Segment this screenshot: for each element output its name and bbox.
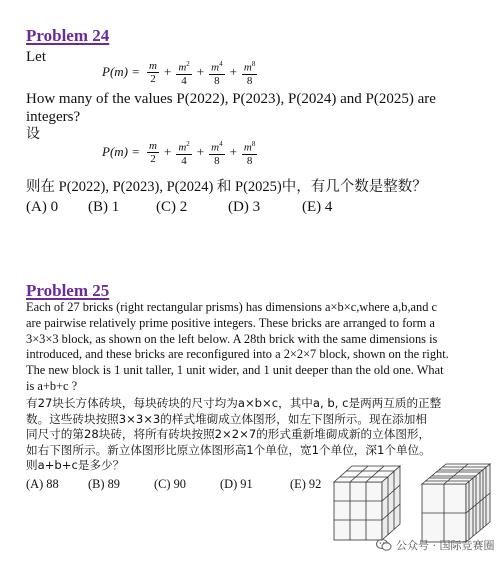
choice-b: (B) 1 <box>88 199 120 215</box>
question-cn: 则在 P(2022), P(2023), P(2024) 和 P(2025)中，有几个数是整数？ <box>26 179 427 195</box>
en-line: introduced, and these bricks are reconfigured into a 2×2×7 block, shown on the right. <box>26 347 449 362</box>
formula-cn: P(m) = $\frac{m}{2}$ + $\frac{m^2}{4}$ + $\frac{m^4}{8}$ + $\frac{m^8}{8}$ <box>102 139 256 167</box>
choice-e: (E) 92 <box>290 477 322 491</box>
question-en-line-1: How many of the values P(2022), P(2023), P(2024) and P(2025) are <box>26 91 436 107</box>
choice-c: (C) 2 <box>156 199 188 215</box>
cn-line: 则a+b+c是多少？ <box>26 458 125 473</box>
problem-25-en <box>26 300 496 395</box>
let-label: Let <box>26 49 46 65</box>
choice-b: (B) 89 <box>88 477 121 491</box>
cn-line: 同尺寸的第28块砖，将所有砖块按照2×2×7的形式重新堆砌成新的立体图形， <box>26 427 431 442</box>
en-line: The new block is 1 unit taller, 1 unit wider, and 1 unit deeper than the old one. What <box>26 363 444 378</box>
watermark <box>376 537 495 553</box>
plus-sign: + <box>196 64 205 80</box>
frac-term-4: $\frac{m^8}{8}$ <box>243 60 256 87</box>
watermark-text: 公众号 · 国际竞赛圈 <box>396 539 495 552</box>
problem-25-title: Problem 25 <box>26 281 110 300</box>
formula-en <box>102 58 260 87</box>
brick-blocks-figure <box>330 462 498 544</box>
choice-a: (A) 0 <box>26 199 59 215</box>
let-label-cn: 设 <box>26 126 40 142</box>
frac-term-3: $\frac{m^4}{8}$ <box>211 60 223 87</box>
plus-sign: + <box>163 64 172 80</box>
choices-25 <box>26 477 321 493</box>
problem-24-title: Problem 24 <box>26 26 110 45</box>
frac-term-2: $\frac{m^2}{4}$ <box>178 60 190 87</box>
en-line: is a+b+c ? <box>26 378 78 393</box>
en-line: 3×3×3 block, as shown on the left below. A 28th brick with the same dimensions is <box>26 331 438 346</box>
cn-line: 有27块长方体砖块，每块砖块的尺寸均为a×b×c，其中a, b, c是两两互质的正整 <box>26 396 442 410</box>
choice-c: (C) 90 <box>154 477 187 491</box>
plus-sign: + <box>229 64 237 80</box>
question-en-line-2: integers? <box>26 109 81 125</box>
en-line: Each of 27 bricks (right rectangular prisms) has dimensions a×b×c,where a,b,and c <box>26 300 438 314</box>
choice-a: (A) 88 <box>26 477 59 491</box>
formula-lhs: P(m) = <box>102 64 141 80</box>
block-3x3x3 <box>334 466 400 540</box>
frac-term-1: $\frac{m}{2}$ <box>149 59 157 85</box>
en-line: are pairwise relatively prime positive integers. These bricks are arranged to form a <box>26 315 435 330</box>
choice-d: (D) 91 <box>220 477 253 491</box>
block-2x2x7 <box>422 464 490 542</box>
choice-e: (E) 4 <box>302 199 333 215</box>
cn-line: 如右下图所示。新立体图形比原立体图形高1个单位，宽1个单位，深1个单位。 <box>26 442 431 457</box>
choices-24 <box>26 198 332 217</box>
wechat-icon <box>376 538 392 552</box>
cn-line: 数。这些砖块按照3×3×3的样式堆砌成立体图形，如左下图所示。现在添加相 <box>26 411 427 426</box>
choice-d: (D) 3 <box>228 199 261 215</box>
